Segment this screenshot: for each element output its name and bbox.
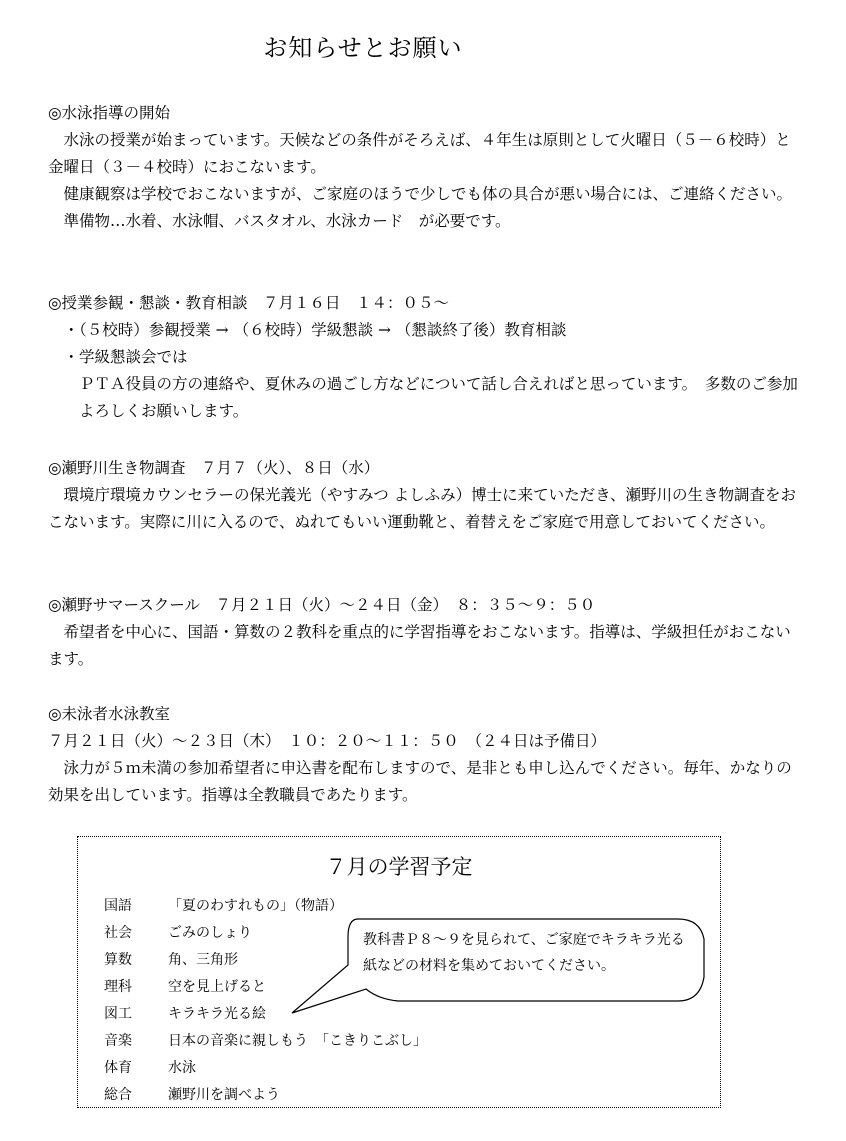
subject-name: 体育 <box>104 1060 132 1076</box>
paragraph: 準備物…水着、水泳帽、バスタオル、水泳カード が必要です。 <box>63 212 511 230</box>
subject-name: 社会 <box>104 925 132 941</box>
schedule-row <box>104 893 343 919</box>
schedule-row <box>104 974 266 1000</box>
section-creature-survey <box>48 455 798 536</box>
section-swimming-start <box>48 100 798 235</box>
schedule-title: ７月の学習予定 <box>325 855 473 879</box>
schedule-row <box>104 1082 280 1108</box>
schedule-box <box>77 836 721 1108</box>
subject-name: 理科 <box>104 979 132 995</box>
subject-content: 日本の音楽に親しもう 「こきりこぶし」 <box>168 1033 427 1049</box>
subject-content: 水泳 <box>168 1060 196 1076</box>
paragraph: 水泳の授業が始まっています。天候などの条件がそろえば、４年生は原則として火曜日（５－６校時）と金曜日（３－４校時）におこないます。 <box>48 131 791 176</box>
section-heading: ◎未泳者水泳教室 <box>48 705 171 723</box>
schedule-row <box>104 920 252 946</box>
subject-name: 総合 <box>104 1087 132 1103</box>
section-class-visit <box>48 290 798 425</box>
subject-content: 瀬野川を調べよう <box>168 1087 280 1103</box>
subject-name: 図工 <box>104 1006 132 1022</box>
paragraph: 希望者を中心に、国語・算数の２教科を重点的に学習指導をおこないます。指導は、学級担任がおこないます。 <box>48 623 791 668</box>
paragraph: 環境庁環境カウンセラーの保光義光（やすみつ よしふみ）博士に来ていただき、瀬野川の生き物調査をおこないます。実際に川に入るので、ぬれてもいい運動靴と、着替えをご家庭で用意しておいてください。 <box>48 486 797 531</box>
bullet-item: ・（５校時）参観授業 → （６校時）学級懇談 → （懇談終了後）教育相談 <box>63 321 567 339</box>
section-heading: ◎水泳指導の開始 <box>48 104 171 122</box>
subject-content: 空を見上げると <box>168 979 266 995</box>
paragraph: ＰＴＡ役員の方の連絡や、夏休みの過ごし方などについて話し合えればと思っています。 多数のご参加よろしくお願いします。 <box>79 375 798 420</box>
schedule-row <box>104 1055 196 1081</box>
bullet-item: ・学級懇談会では <box>63 348 188 366</box>
schedule-row <box>104 1028 427 1054</box>
subject-name: 算数 <box>104 952 132 968</box>
section-heading: ◎瀬野川生き物調査 ７月７（火）、８日（水） <box>48 459 380 477</box>
section-swim-class <box>48 701 798 809</box>
schedule-row <box>104 1001 266 1027</box>
subject-name: 音楽 <box>104 1033 132 1049</box>
subject-content: 「夏のわすれもの」（物語） <box>168 898 343 914</box>
schedule-row <box>104 947 238 973</box>
callout-text: 教科書Ｐ８～９を見られて、ご家庭でキラキラ光る紙などの材料を集めておいてください。 <box>363 932 685 974</box>
section-heading: ◎授業参観・懇談・教育相談 ７月１６日 １４：０５～ <box>48 294 450 312</box>
section-heading: ◎瀬野サマースクール ７月２１日（火）～２４日（金） ８：３５～９：５０ <box>48 596 596 614</box>
section-summer-school <box>48 592 798 673</box>
subject-name: 国語 <box>104 898 132 914</box>
date-line: ７月２１日（火）～２３日（木） １０：２０～１１：５０ （２４日は予備日） <box>48 732 607 750</box>
subject-content: 角、三角形 <box>168 952 238 968</box>
subject-content: ごみのしょり <box>168 925 252 941</box>
paragraph: 健康観察は学校でおこないますが、ご家庭のほうで少しでも体の具合が悪い場合には、ご連絡ください。 <box>63 185 793 203</box>
subject-content: キラキラ光る絵 <box>168 1006 266 1022</box>
paragraph: 泳力が５ｍ未満の参加希望者に申込書を配布しますので、是非とも申し込んでください。毎年、かなりの効果を出しています。指導は全教職員であたります。 <box>48 759 792 804</box>
page-title: お知らせとお願い <box>263 34 463 62</box>
